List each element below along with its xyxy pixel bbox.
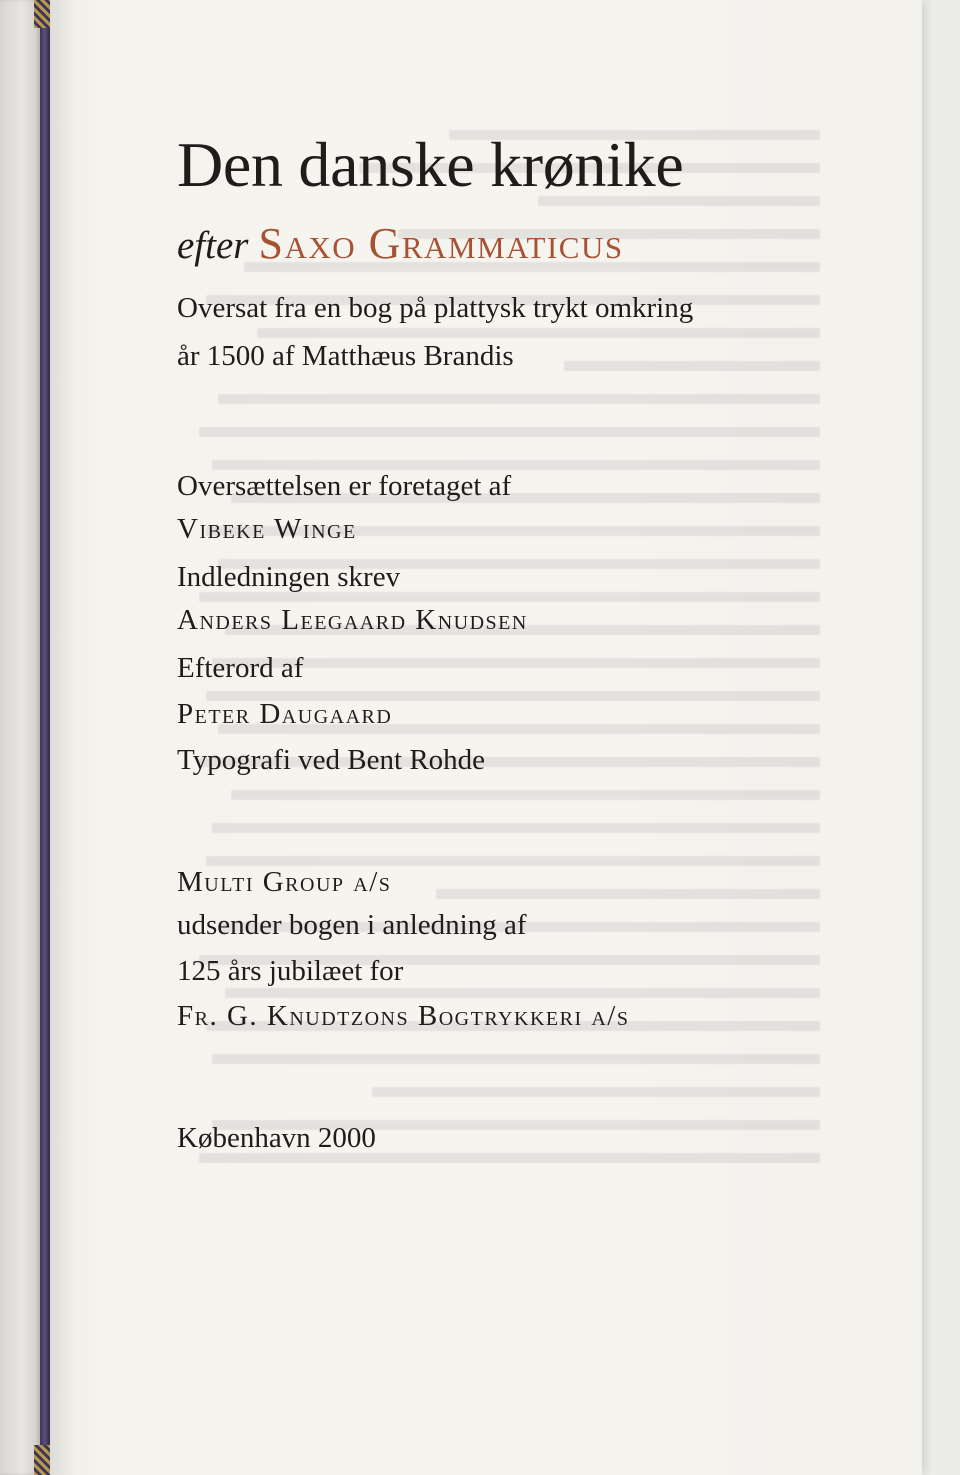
afterword-author: Peter Daugaard	[177, 698, 393, 730]
source-line-2: år 1500 af Matthæus Brandis	[177, 340, 514, 372]
source-author: Saxo Grammaticus	[258, 219, 624, 268]
afterword-label: Efterord af	[177, 652, 304, 684]
book-cover-edge	[0, 0, 40, 1475]
printer-name: Fr. G. Knudtzons Bogtrykkeri a/s	[177, 1000, 630, 1032]
translation-label: Oversættelsen er foretaget af	[177, 470, 512, 502]
source-line-1: Oversat fra en bog på plattysk trykt omkring	[177, 292, 694, 324]
introduction-author: Anders Leegaard Knudsen	[177, 604, 528, 636]
book-subtitle	[177, 218, 624, 269]
translator-name: Vibeke Winge	[177, 513, 357, 545]
introduction-label: Indledningen skrev	[177, 561, 401, 593]
typography-credit: Typografi ved Bent Rohde	[177, 744, 486, 776]
subtitle-prefix: efter	[177, 224, 249, 267]
place-and-year: København 2000	[177, 1122, 376, 1154]
publisher-line-2: 125 års jubilæet for	[177, 955, 404, 987]
book-title: Den danske krønike	[177, 129, 684, 200]
book-binding	[40, 0, 50, 1475]
publisher-line-1: udsender bogen i anledning af	[177, 909, 527, 941]
publisher-company: Multi Group a/s	[177, 866, 392, 898]
page-gutter-shadow	[50, 0, 76, 1475]
